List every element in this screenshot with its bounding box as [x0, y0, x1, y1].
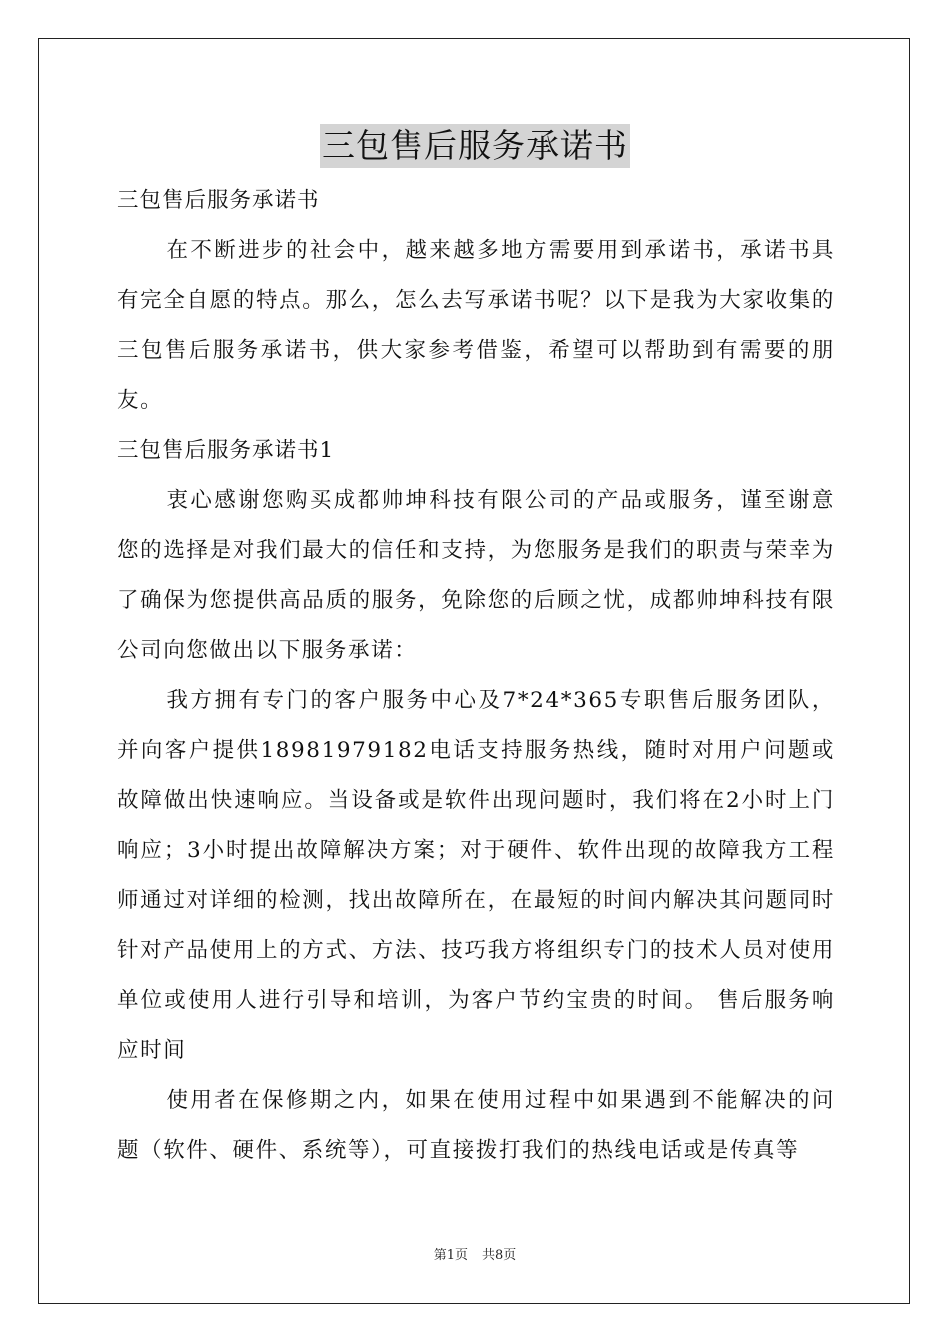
page-footer	[0, 1244, 950, 1263]
intro-paragraph: 在不断进步的社会中，越来越多地方需要用到承诺书，承诺书具有完全自愿的特点。那么，怎么去写承诺书呢？以下是我为大家收集的三包售后服务承诺书，供大家参考借鉴，希望可以帮助到有需要的朋友。	[117, 238, 835, 413]
thanks-paragraph: 衷心感谢您购买成都帅坤科技有限公司的产品或服务，谨至谢意您的选择是对我们最大的信任和支持，为您服务是我们的职责与荣幸为了确保为您提供高品质的服务，免除您的后顾之忧，成都帅坤科技有限公司向您做出以下服务承诺：	[117, 488, 835, 663]
page-total: 共8页	[482, 1248, 517, 1263]
title-block	[0, 124, 950, 168]
page-number: 第1页	[433, 1248, 468, 1263]
document-title: 三包售后服务承诺书	[320, 124, 630, 168]
warranty-paragraph: 使用者在保修期之内，如果在使用过程中如果遇到不能解决的问题（软件、硬件、系统等），可直接拨打我们的热线电话或是传真等	[117, 1088, 835, 1163]
subtitle-paragraph: 三包售后服务承诺书	[117, 188, 320, 213]
section-heading: 三包售后服务承诺书1	[117, 438, 335, 463]
document-body	[117, 176, 835, 1176]
service-paragraph: 我方拥有专门的客户服务中心及7*24*365专职售后服务团队，并向客户提供18981979182电话支持服务热线，随时对用户问题或故障做出快速响应。当设备或是软件出现问题时，我们将在2小时上门响应；3小时提出故障解决方案；对于硬件、软件出现的故障我方工程师通过对详细的检测，找出故障所在，在最短的时间内解决其问题同时针对产品使用上的方式、方法、技巧我方将组织专门的技术人员对使用单位或使用人进行引导和培训，为客户节约宝贵的时间。 售后服务响应时间	[117, 688, 835, 1063]
